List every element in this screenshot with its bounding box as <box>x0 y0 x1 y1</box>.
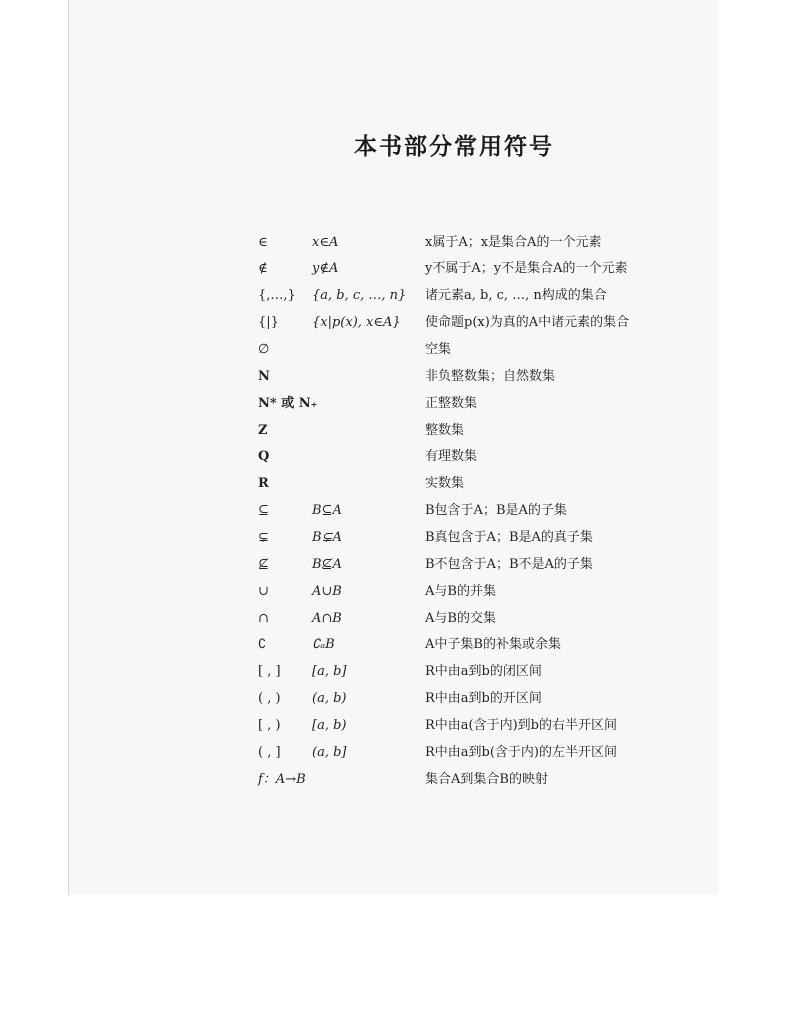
meaning: 整数集 <box>425 423 465 438</box>
table-row <box>0 686 800 712</box>
meaning: A与B的并集 <box>425 584 496 599</box>
meaning: A与B的交集 <box>425 611 496 626</box>
symbol: ∉ <box>258 261 268 276</box>
example: {x|p(x), x∈A} <box>312 315 401 330</box>
meaning: R中由a到b的闭区间 <box>425 664 542 679</box>
table-row <box>0 525 800 551</box>
table-row <box>0 498 800 524</box>
table-row <box>0 579 800 605</box>
table-row <box>0 364 800 390</box>
meaning: R中由a(含于内)到b的右半开区间 <box>425 718 618 733</box>
table-row <box>0 659 800 685</box>
page-title: 本书部分常用符号 <box>354 133 554 160</box>
table-row <box>0 552 800 578</box>
example: B⊊A <box>312 530 342 545</box>
symbol: ( , ) <box>258 691 281 706</box>
table-row <box>0 283 800 309</box>
symbol: [ , ] <box>258 664 281 679</box>
symbol: ∁ <box>258 637 267 652</box>
symbol: ∈ <box>258 235 268 250</box>
symbol: ∩ <box>258 611 269 626</box>
meaning: 集合A到集合B的映射 <box>425 772 548 787</box>
example: A∩B <box>312 611 342 626</box>
symbol: Z <box>258 423 268 438</box>
table-row <box>0 471 800 497</box>
table-row <box>0 632 800 658</box>
table-row <box>0 337 800 363</box>
meaning: x属于A；x是集合A的一个元素 <box>425 235 602 250</box>
symbol: [ , ) <box>258 718 281 733</box>
symbol: f：A→B <box>258 772 306 787</box>
table-row <box>0 444 800 470</box>
table-row <box>0 713 800 739</box>
example: A∪B <box>312 584 342 599</box>
example: [a, b] <box>312 664 347 679</box>
symbol: {,…,} <box>258 288 296 303</box>
meaning: R中由a到b的开区间 <box>425 691 542 706</box>
symbol: ⊆ <box>258 503 269 518</box>
table-row <box>0 256 800 282</box>
meaning: 有理数集 <box>425 449 478 464</box>
table-row <box>0 740 800 766</box>
example: B⊈A <box>312 557 342 572</box>
meaning: B不包含于A；B不是A的子集 <box>425 557 593 572</box>
meaning: 实数集 <box>425 476 465 491</box>
symbol: N* 或 N₊ <box>258 396 318 411</box>
example: {a, b, c, …, n} <box>312 288 407 303</box>
symbol: R <box>258 476 269 491</box>
example: ∁ₐB <box>312 637 335 652</box>
symbol: ∪ <box>258 584 269 599</box>
symbol: ⊊ <box>258 530 269 545</box>
symbol: {|} <box>258 315 279 330</box>
symbol: N <box>258 369 270 384</box>
example: (a, b] <box>312 745 347 760</box>
symbol: ⊈ <box>258 557 269 572</box>
table-row <box>0 310 800 336</box>
meaning: 使命题p(x)为真的A中诸元素的集合 <box>425 315 630 330</box>
example: y∉A <box>312 261 339 276</box>
table-row <box>0 391 800 417</box>
symbol: ( , ] <box>258 745 281 760</box>
table-row <box>0 606 800 632</box>
meaning: 诸元素a, b, c, …, n构成的集合 <box>425 288 607 303</box>
meaning: R中由a到b(含于内)的左半开区间 <box>425 745 618 760</box>
example: B⊆A <box>312 503 342 518</box>
meaning: y不属于A；y不是集合A的一个元素 <box>425 261 628 276</box>
example: [a, b) <box>312 718 347 733</box>
example: x∈A <box>312 235 339 250</box>
table-row <box>0 767 800 793</box>
symbol: Q <box>258 449 270 464</box>
meaning: B包含于A；B是A的子集 <box>425 503 567 518</box>
example: (a, b) <box>312 691 347 706</box>
meaning: B真包含于A；B是A的真子集 <box>425 530 593 545</box>
table-row <box>0 230 800 256</box>
table-row <box>0 418 800 444</box>
meaning: 非负整数集；自然数集 <box>425 369 556 384</box>
symbol: ∅ <box>258 342 270 357</box>
meaning: 正整数集 <box>425 396 478 411</box>
meaning: 空集 <box>425 342 452 357</box>
meaning: A中子集B的补集或余集 <box>425 637 561 652</box>
